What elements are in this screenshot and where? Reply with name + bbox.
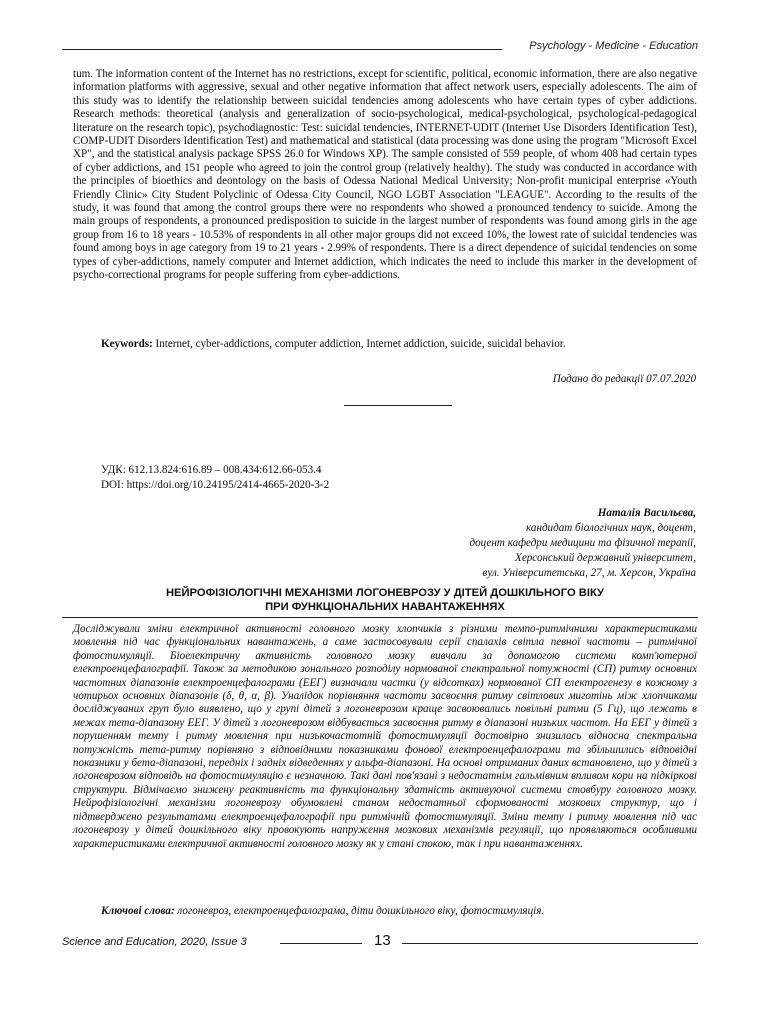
english-keywords — [73, 338, 697, 351]
keywords-label-ua: Ключові слова: — [101, 905, 175, 917]
page-number: 13 — [374, 932, 391, 949]
author-degree: кандидат біологічних наук, доцент, — [525, 522, 696, 534]
header-rule — [62, 49, 502, 50]
title-line-1: НЕЙРОФІЗІОЛОГІЧНІ МЕХАНІЗМИ ЛОГОНЕВРОЗУ У ДІТЕЙ ДОШКІЛЬНОГО ВІКУ — [165, 587, 605, 599]
author-address: вул. Університетська, 27, м. Херсон, Україна — [482, 567, 696, 579]
udc-code: УДК: 612.13.824:616.89 – 008.434:612.66-053.4 — [101, 464, 322, 476]
submission-date: Подано до редакції 07.07.2020 — [552, 373, 696, 385]
title-rule — [62, 617, 698, 618]
keywords-label: Keywords: — [101, 338, 153, 350]
ukrainian-abstract: Досліджували зміни електричної активності головного мозку хлопчиків з різними темпо-ритмічними характеристиками мовлення під час функціональних навантажень, а саме застосовували серії спалахів світла певної частоти – ритмічної фотостимуляції. Біоелектричну активність головного мозку вивчали за допомогою системи комп'ютерної електроенцефалографії. Також за методикою зонального розподілу нормованої спектральної потужності (СП) ритму основних частотних діапазонів електроенцефалограми (ЕЕГ) визначали частки (у відсотках) нормованої СП електрогенезу в кожному з чотирьох основних діапазонів (δ, θ, α, β). Уналідок порівняння частоти засвоєння ритму світлових миготінь між хлопчиками досліджуваних груп було виявлено, що у групі дітей з логоневрозом краще засвоювались повільні ритми (5 Гц), що лежать в межах тета-діапазону ЕЕГ. У дітей з логоневрозом відбувається засвоєння ритму в діапазоні низьких частот. На ЕЕГ у дітей з порушенням темпу і ритму мовлення при низькочастотній фотостимуляції достовірно знизилась відносна спектральна потужність тета-ритму порівняно з відповідними показниками фонової електроенцефалограми та збільшились відповідні показники у бета-діапазоні, передніх і задніх відведеннях у альфа-діапазоні. На основі отриманих даних встановлено, що у дітей з логоневрозом відповідь на фотостимуляцію є незначною. Такі дані пов'язані з недостатнім гальмівним впливом кори на підкіркові структури. Відмічаємо знижену реактивність та функціональну здатність активуючої системи стовбуру головного мозку. Нейрофізіологічні механізми логоневрозу обумовлені станом недостатньої сформованості мозкових структур, що і підтверджено результатами електроенцефалографії при ритмічній фотостимуляції. Зміни темпу і ритму мовлення під час логоневрозу у дітей дошкільного віку провокують напруження мозкових механізмів регуляції, що проявляються особливими характеристиками електричної активності головного мозку як у стані спокою, так і при навантаженнях. — [73, 623, 697, 850]
article-title — [73, 586, 697, 614]
journal-section-header: Psychology - Medicine - Education — [529, 40, 698, 52]
author-name: Наталія Васильєва, — [597, 507, 696, 519]
english-abstract: tum. The information content of the Internet has no restrictions, except for scientific, political, economic information, there are also negative information platforms with aggressive, sexual and other negative information that affect network users, especially adolescents. The aim of this study was to identify the relationship between suicidal tendencies among adolescents who have certain types of cyber addictions. Research methods: theoretical (analysis and generalization of socio-psychological, medical-psychological, psychological-pedagogical literature on the research topic), psychodiagnostic: Test: suicidal tendencies, INTERNET-UDIT (Internet Use Disorders Identification Test), COMP-UDIT Disorders Identification Test) and mathematical and statistical (data processing was done using the program "Microsoft Excel XP", and the statistical analysis package SPSS 26.0 for Windows XP). The sample consisted of 559 people, of whom 408 had certain types of cyber addictions, and 151 people who agreed to join the control group (relatively healthy). The study was conducted in accordance with the principles of bioethics and deontology on the basis of Odessa National Medical University; Non-profit municipal enterprise «Youth Friendly Clinic» City Student Polyclinic of Odessa City Council, NGO LGBT Association "LEAGUE". According to the results of the study, it was found that among the control groups there were no respondents who showed a pronounced tendency to suicide. Among the main groups of respondents, a pronounced predisposition to suicide in the largest number of respondents was found among girls in the age group from 16 to 18 years - 10.53% of respondents in all other major groups did not exceed 10%, the lowest rate of suicidal tendencies was found among boys in age category from 19 to 21 years - 2.99% of respondents. There is a direct dependence of suicidal tendencies on some types of cyber-addictions, namely computer and Internet addiction, which indicates the need to include this marker in the development of psycho-correctional programs for people suffering from cyber-addictions. — [73, 68, 697, 282]
footer-journal: Science and Education, 2020, Issue 3 — [62, 936, 247, 948]
doi-link[interactable]: DOI: https://doi.org/10.24195/2414-4665-2020-3-2 — [101, 479, 330, 491]
article-meta — [101, 463, 329, 493]
author-block — [470, 506, 696, 581]
ukrainian-keywords — [73, 905, 697, 918]
section-divider — [344, 405, 452, 406]
keywords-list-ua: логоневроз, електроенцефалограма, діти дошкільного віку, фотостимуляція. — [174, 905, 545, 917]
author-university: Херсонський державний університет, — [515, 552, 696, 564]
title-line-2: ПРИ ФУНКЦІОНАЛЬНИХ НАВАНТАЖЕННЯХ — [265, 601, 505, 613]
footer-rule-left — [280, 943, 362, 944]
author-department: доцент кафедри медицини та фізичної терапії, — [469, 537, 696, 549]
footer-rule-right — [402, 943, 698, 944]
keywords-list: Internet, cyber-addictions, computer addiction, Internet addiction, suicide, suicidal behavior. — [152, 338, 566, 350]
